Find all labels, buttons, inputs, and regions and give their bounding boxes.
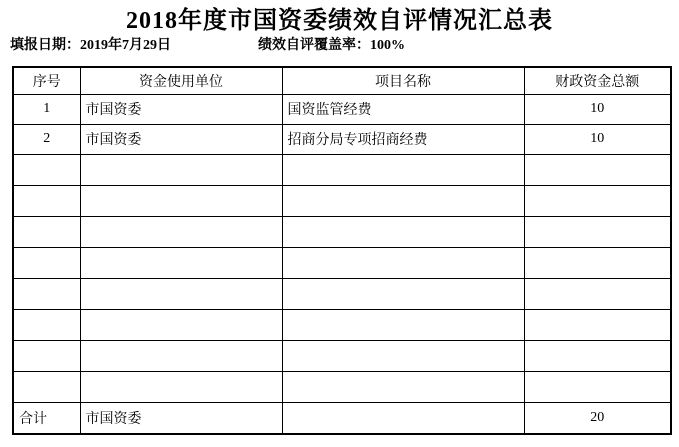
cell-no: 1 (13, 94, 80, 124)
header-no: 序号 (13, 67, 80, 94)
table-row (13, 154, 671, 185)
cell-amount (524, 371, 671, 402)
cell-project (282, 340, 524, 371)
total-project-cell (282, 402, 524, 434)
table-total-row (13, 402, 671, 434)
cell-project (282, 154, 524, 185)
fill-date-label: 填报日期： (10, 38, 80, 53)
cell-unit: 市国资委 (80, 94, 282, 124)
summary-table (12, 66, 672, 435)
coverage-label: 绩效自评覆盖率： (258, 38, 370, 53)
table-row (13, 247, 671, 278)
cell-unit (80, 340, 282, 371)
cell-project: 招商分局专项招商经费 (282, 124, 524, 154)
cell-project (282, 278, 524, 309)
cell-no (13, 247, 80, 278)
cell-unit (80, 154, 282, 185)
meta-row (10, 38, 679, 54)
report-page (0, 6, 679, 435)
table-row (13, 309, 671, 340)
header-amount: 财政资金总额 (524, 67, 671, 94)
header-project: 项目名称 (282, 67, 524, 94)
cell-project: 国资监管经费 (282, 94, 524, 124)
total-unit-cell: 市国资委 (80, 402, 282, 434)
cell-no (13, 185, 80, 216)
cell-no (13, 340, 80, 371)
cell-amount (524, 216, 671, 247)
cell-unit (80, 216, 282, 247)
cell-unit (80, 309, 282, 340)
cell-project (282, 247, 524, 278)
cell-unit (80, 247, 282, 278)
cell-unit (80, 278, 282, 309)
cell-project (282, 309, 524, 340)
cell-project (282, 185, 524, 216)
cell-project (282, 216, 524, 247)
coverage-rate (258, 38, 405, 54)
table-row (13, 216, 671, 247)
total-amount-cell: 20 (524, 402, 671, 434)
table-header-row (13, 67, 671, 94)
cell-no (13, 216, 80, 247)
cell-no (13, 154, 80, 185)
cell-amount (524, 247, 671, 278)
cell-unit: 市国资委 (80, 124, 282, 154)
table-row (13, 185, 671, 216)
table-row (13, 278, 671, 309)
cell-amount (524, 154, 671, 185)
cell-no (13, 309, 80, 340)
table-row (13, 94, 671, 124)
cell-amount: 10 (524, 124, 671, 154)
cell-no (13, 371, 80, 402)
cell-unit (80, 185, 282, 216)
cell-amount (524, 185, 671, 216)
fill-date-value: 2019年7月29日 (80, 38, 171, 53)
cell-no: 2 (13, 124, 80, 154)
page-title: 2018年度市国资委绩效自评情况汇总表 (126, 8, 553, 34)
table-row (13, 124, 671, 154)
cell-project (282, 371, 524, 402)
header-unit: 资金使用单位 (80, 67, 282, 94)
table-row (13, 371, 671, 402)
coverage-value: 100% (370, 38, 405, 53)
total-label-cell: 合计 (13, 402, 80, 434)
cell-amount (524, 278, 671, 309)
cell-amount (524, 340, 671, 371)
fill-date (10, 38, 258, 54)
cell-unit (80, 371, 282, 402)
table-row (13, 340, 671, 371)
cell-amount (524, 309, 671, 340)
cell-amount: 10 (524, 94, 671, 124)
cell-no (13, 278, 80, 309)
